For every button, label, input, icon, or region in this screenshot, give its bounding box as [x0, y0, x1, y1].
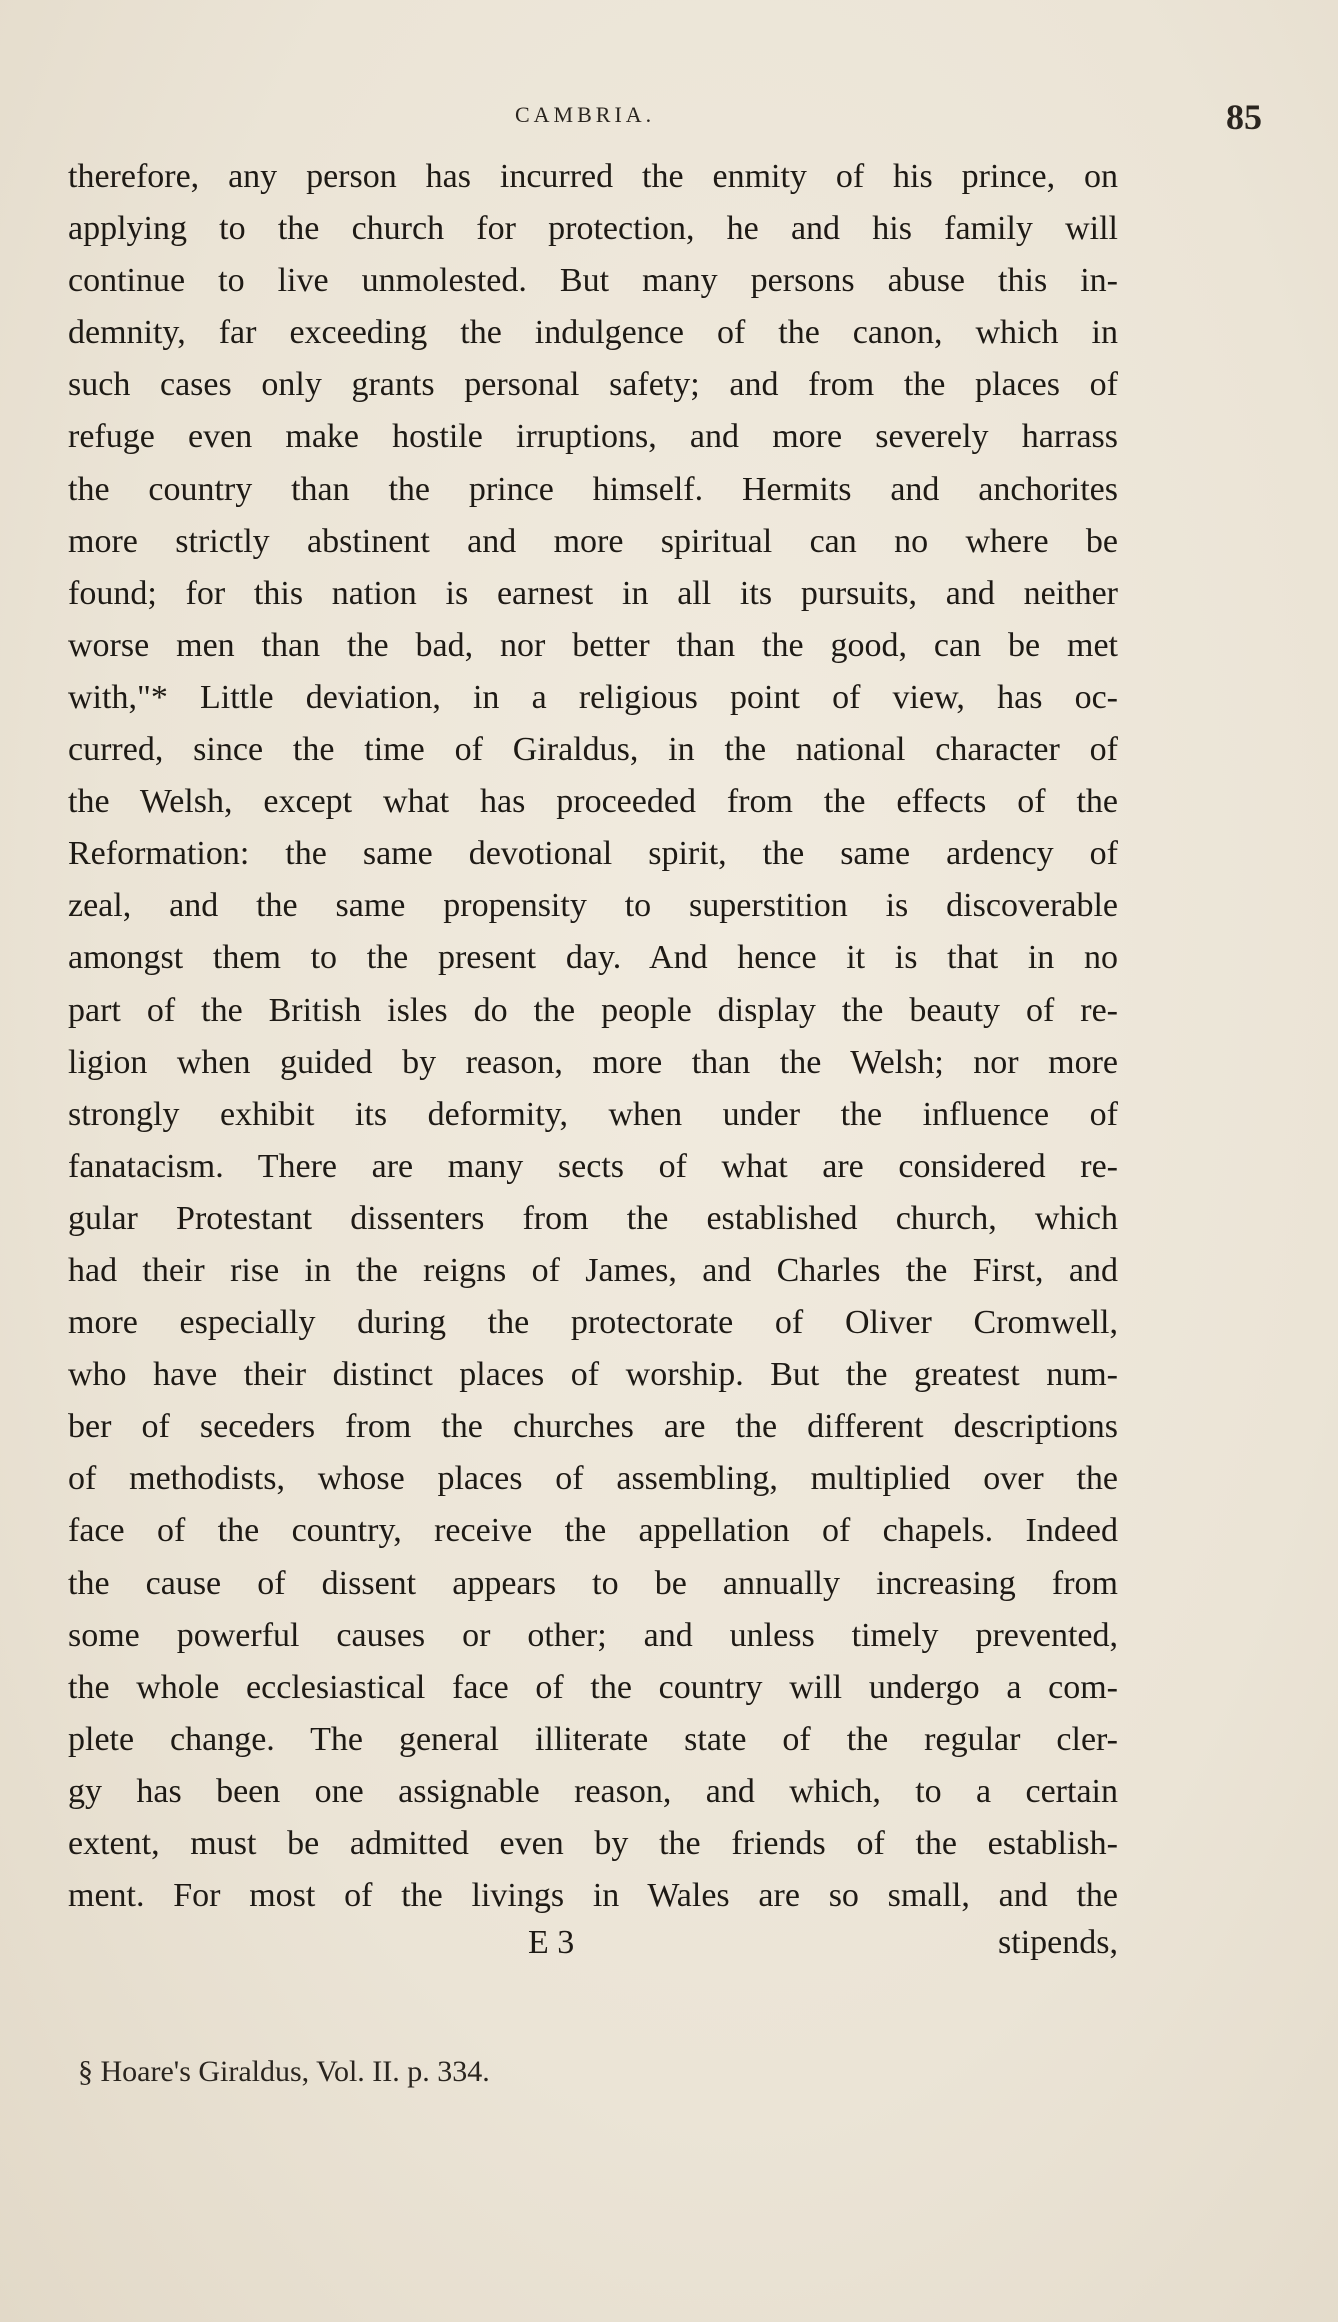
text-line: had their rise in the reigns of James, and Charles the First, and [68, 1251, 1118, 1289]
body-text [68, 151, 1118, 1922]
text-line: zeal, and the same propensity to superstition is discoverable [68, 887, 1118, 925]
text-line: strongly exhibit its deformity, when under the influence of [68, 1095, 1118, 1133]
text-line: curred, since the time of Giraldus, in the national character of [68, 731, 1118, 769]
text-line: Reformation: the same devotional spirit, the same ardency of [68, 835, 1118, 873]
catchword: stipends, [998, 1924, 1118, 1961]
page-number: 85 [1226, 97, 1262, 137]
text-line: therefore, any person has incurred the enmity of his prince, on [68, 158, 1118, 195]
text-line: such cases only grants personal safety; and from the places of [68, 366, 1118, 404]
running-head: CAMBRIA. [515, 102, 656, 127]
text-line: found; for this nation is earnest in all its pursuits, and neither [68, 574, 1118, 612]
text-line: fanatacism. There are many sects of what are considered re- [68, 1147, 1118, 1185]
text-line: face of the country, receive the appellation of chapels. Indeed [68, 1512, 1118, 1550]
text-line: the country than the prince himself. Hermits and anchorites [68, 470, 1118, 508]
text-line: plete change. The general illiterate state of the regular cler- [68, 1720, 1118, 1758]
text-line: the whole ecclesiastical face of the country will undergo a com- [68, 1668, 1118, 1706]
text-line: who have their distinct places of worship. But the greatest num- [68, 1356, 1118, 1394]
page-header [0, 96, 1338, 136]
text-line: gy has been one assignable reason, and which, to a certain [68, 1772, 1118, 1810]
text-line: ment. For most of the livings in Wales are so small, and the [68, 1877, 1118, 1915]
text-line: ber of seceders from the churches are the different descriptions [68, 1408, 1118, 1446]
footnote: § Hoare's Giraldus, Vol. II. p. 334. [78, 2055, 490, 2088]
text-line: more strictly abstinent and more spiritual can no where be [68, 522, 1118, 560]
text-line: ligion when guided by reason, more than the Welsh; nor more [68, 1043, 1118, 1081]
text-line: more especially during the protectorate of Oliver Cromwell, [68, 1304, 1118, 1342]
text-line: some powerful causes or other; and unless timely prevented, [68, 1616, 1118, 1654]
text-line: worse men than the bad, nor better than the good, can be met [68, 626, 1118, 664]
text-line: applying to the church for protection, he and his family will [68, 210, 1118, 248]
signature-mark: E 3 [528, 1924, 575, 1961]
text-line: the cause of dissent appears to be annually increasing from [68, 1564, 1118, 1602]
text-line: amongst them to the present day. And hence it is that in no [68, 939, 1118, 977]
text-line: the Welsh, except what has proceeded from the effects of the [68, 783, 1118, 821]
catchline [68, 1917, 1118, 1969]
text-line: part of the British isles do the people display the beauty of re- [68, 991, 1118, 1029]
text-line: extent, must be admitted even by the friends of the establish- [68, 1825, 1118, 1862]
text-line: gular Protestant dissenters from the established church, which [68, 1199, 1118, 1237]
text-line: demnity, far exceeding the indulgence of the canon, which in [68, 314, 1118, 352]
text-line: with,"* Little deviation, in a religious point of view, has oc- [68, 678, 1118, 716]
text-line: continue to live unmolested. But many persons abuse this in- [68, 262, 1118, 300]
text-line: of methodists, whose places of assembling, multiplied over the [68, 1460, 1118, 1498]
text-line: refuge even make hostile irruptions, and more severely harrass [68, 418, 1118, 456]
